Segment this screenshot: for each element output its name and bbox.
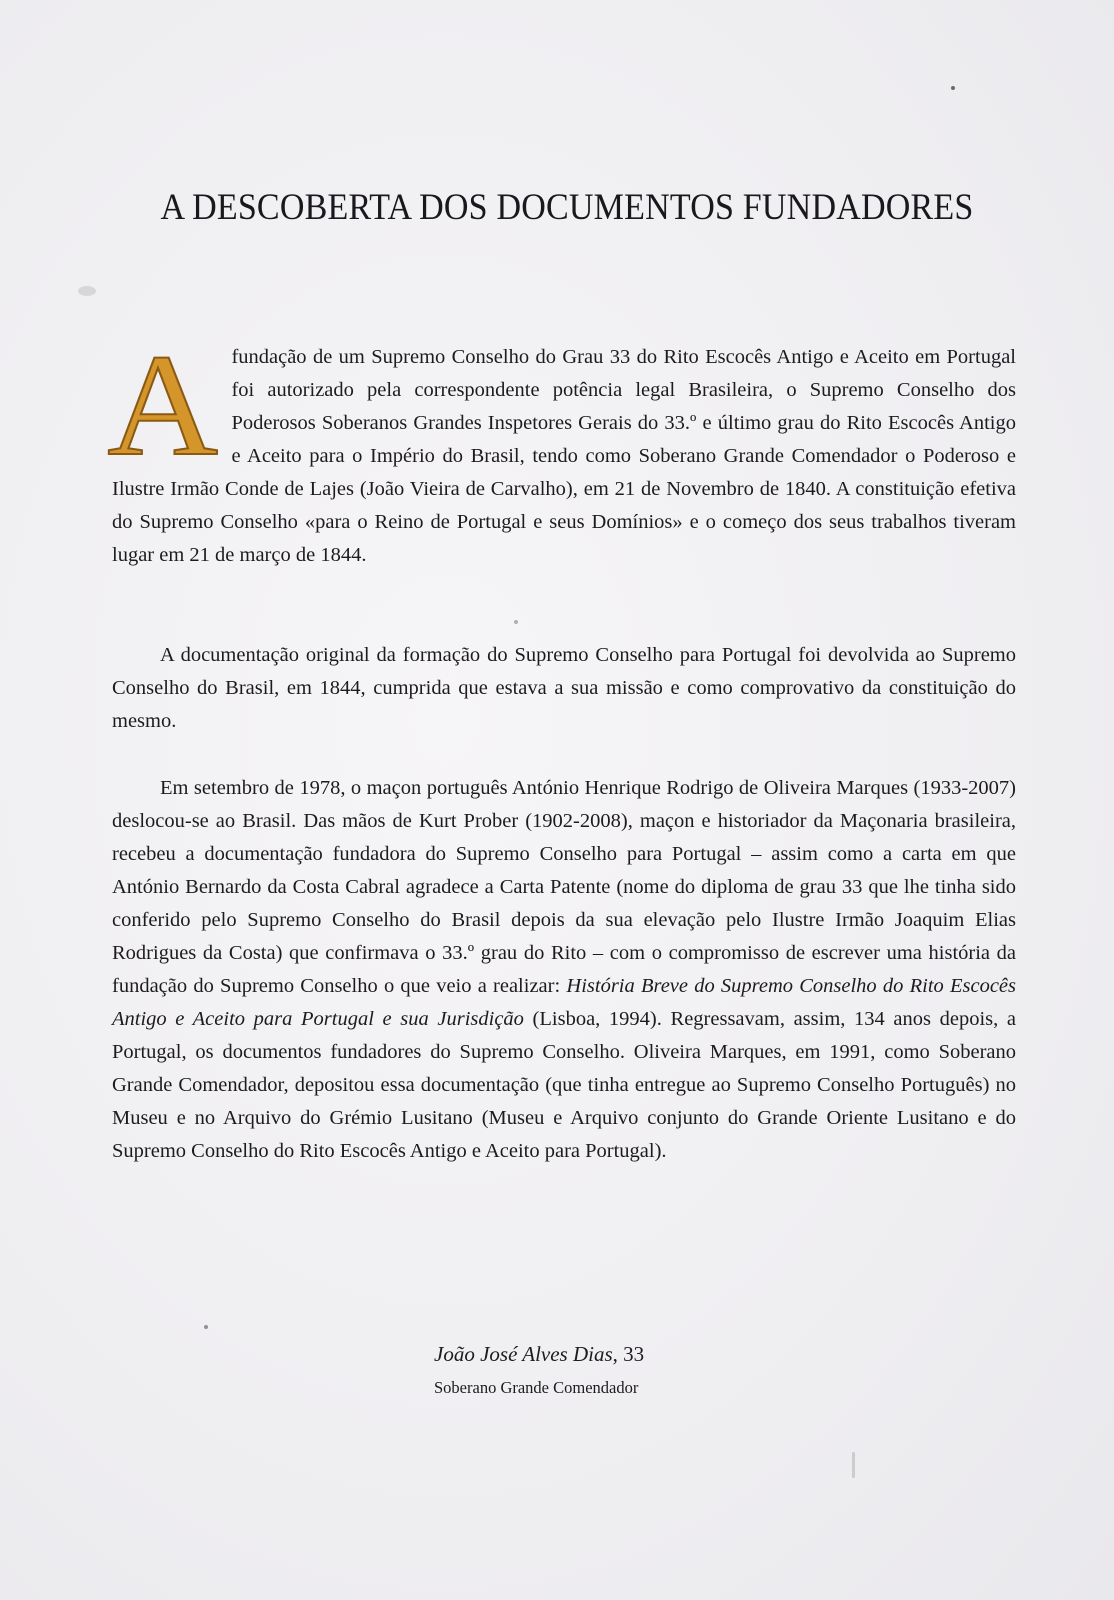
- paper-speck: [951, 86, 955, 90]
- paragraph-3-end: (Lisboa, 1994). Regressavam, assim, 134 anos depois, a Portugal, os documentos fundadores do Supremo Conselho. Oliveira Marques, em 1991, como Soberano Grande Comendador, depositou essa documentação (que tinha entregue ao Supremo Conselho Português) no Museu e no Arquivo do Grémio Lusitano (Museu e Arquivo conjunto do Grande Oriente Lusitano e do Supremo Conselho do Rito Escocês Antigo e Aceito para Portugal).: [112, 1008, 1016, 1162]
- paragraph-2: A documentação original da formação do Supremo Conselho para Portugal foi devolvida ao Supremo Conselho do Brasil, em 1844, cumprida que estava a sua missão e como comprovativo da constituição do mesmo.: [112, 644, 1016, 732]
- paper-speck: [852, 1452, 855, 1478]
- signature: [434, 1339, 644, 1369]
- page-title: A DESCOBERTA DOS DOCUMENTOS FUNDADORES: [160, 187, 974, 228]
- drop-cap: A: [107, 324, 219, 486]
- body-text: [107, 324, 1017, 1168]
- paper-speck: [514, 620, 518, 624]
- paragraph-3: [112, 772, 1016, 1168]
- paragraph-3-start: Em setembro de 1978, o maçon português António Henrique Rodrigo de Oliveira Marques (1933-2007) deslocou-se ao Brasil. Das mãos de Kurt Prober (1902-2008), maçon e historiador da Maçonaria brasileira, recebeu a documentação fundadora do Supremo Conselho para Portugal – assim como a carta em que António Bernardo da Costa Cabral agradece a Carta Patente (nome do diploma de grau 33 que lhe tinha sido conferido pelo Supremo Conselho do Brasil depois da sua elevação pelo Ilustre Irmão Joaquim Elias Rodrigues da Costa) que confirmava o 33.º grau do Rito – com o compromisso de escrever uma história da fundação do Supremo Conselho o que veio a realizar:: [112, 777, 1016, 997]
- signature-role: Soberano Grande Comendador: [434, 1378, 639, 1397]
- paper-speck: [204, 1325, 208, 1329]
- signature-degree: , 33: [612, 1342, 645, 1366]
- paragraph-1: [107, 324, 1016, 605]
- paper-speck: [78, 286, 96, 296]
- paragraph-1-text: fundação de um Supremo Conselho do Grau 33 do Rito Escocês Antigo e Aceito em Portugal foi autorizado pela correspondente potência legal Brasileira, o Supremo Conselho dos Poderosos Soberanos Grandes Inspetores Gerais do 33.º e último grau do Rito Escocês Antigo e Aceito para o Império do Brasil, tendo como Soberano Grande Comendador o Poderoso e Ilustre Irmão Conde de Lajes (João Vieira de Carvalho), em 21 de Novembro de 1840. A constituição efetiva do Supremo Conselho «para o Reino de Portugal e seus Domínios» e o começo dos seus trabalhos tiveram lugar em 21 de março de 1844.: [112, 346, 1016, 566]
- signature-name: João José Alves Dias: [434, 1342, 613, 1366]
- book-title: História Breve do Supremo Conselho do Rito Escocês Antigo e Aceito para Portugal e sua Jurisdição: [112, 975, 1017, 1030]
